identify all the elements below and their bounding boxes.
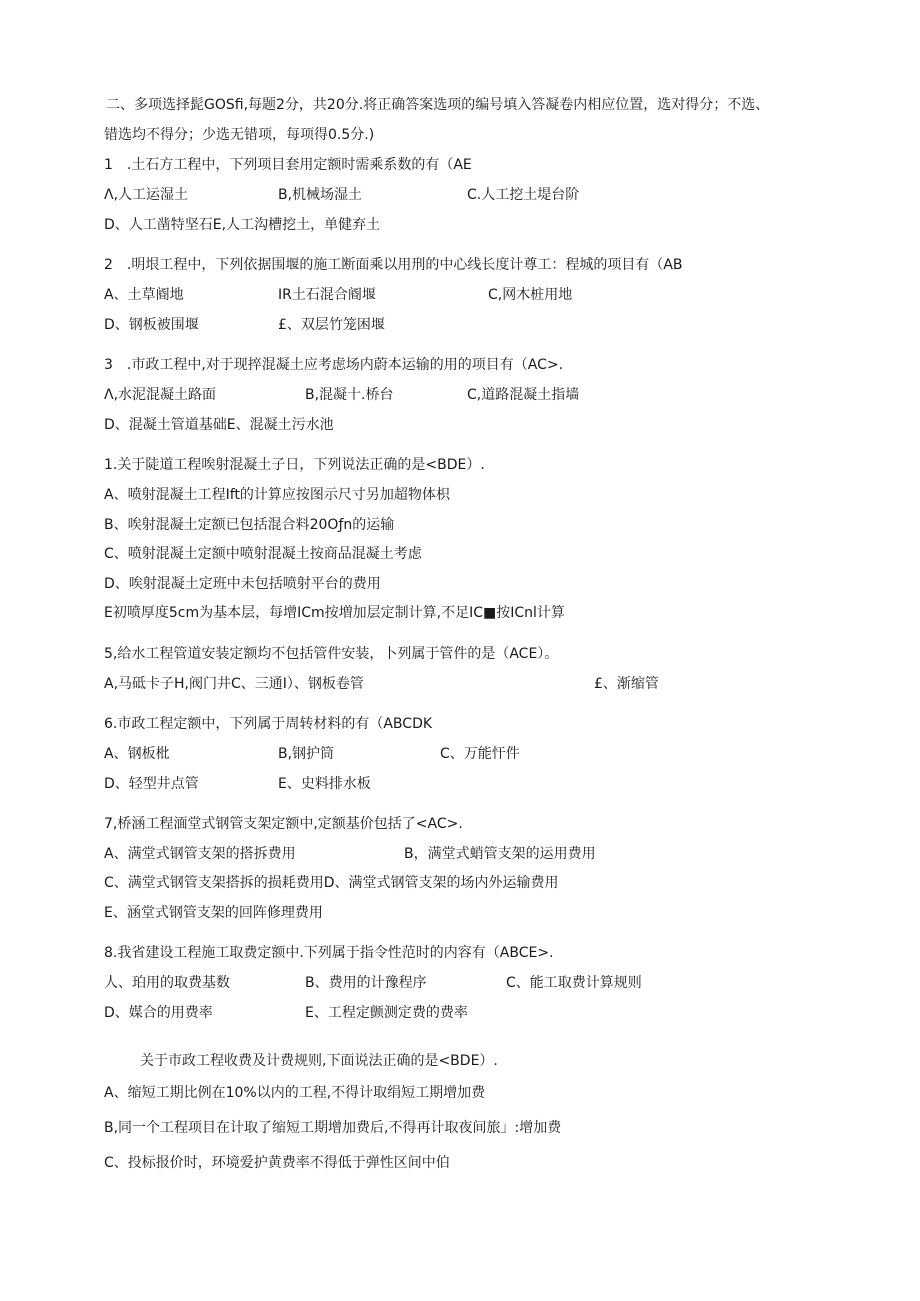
question-6-option-b: B,钢护筒 [278,746,335,762]
question-2-option-a: A、土草阍地 [104,287,184,303]
question-2-option-e: £、双层竹笼困堰 [278,317,385,333]
question-4-stem: 1.关于陡道工程唉射混凝土子日，下列说法正确的是<BDE）. [104,457,485,473]
question-1-option-c: C.人工挖土堤台阶 [467,187,580,203]
question-6-stem: 6.市政工程定额中，下列属于周转材料的有（ABCDK [104,716,433,732]
question-3-option-c: C,道路混凝土指墙 [467,387,580,403]
question-6-option-a: A、钢板枇 [104,746,170,762]
question-7-option-b: B，满堂式蛸管支架的运用费用 [404,846,596,862]
question-3-option-a: Λ,水泥混凝土路面 [104,387,217,403]
question-4-option-c: C、喷射混凝土定额中喷射混凝土按商品混凝土考虑 [104,546,422,562]
question-1-option-a: Λ,人工运湿土 [104,187,189,203]
question-1-option-b: B,机械场湿土 [278,187,363,203]
question-8-stem: 8.我省建设工程施工取费定额中.下列属于指令性范时的内容有（ABCE>. [104,945,554,961]
question-7-option-a: A、满堂式钢管支架的搭拆费用 [104,846,296,862]
question-8-option-a: 人、珀用的取费基数 [104,975,230,991]
question-6-option-d: D、轻型井点管 [104,776,199,792]
question-9-option-a: A、缩短工期比例在10%以内的工程,不得计取绢短工期增加费 [104,1085,486,1101]
section-header-line-2: 错选均不得分；少选无错项，每项得0.5分.) [104,127,375,143]
question-4-option-b: B、唉射混凝土定额已包括混合料20Oƒn的运输 [104,517,395,533]
question-6-option-e: E、史料排水板 [278,776,371,792]
question-2-option-c: C,网木桩用地 [488,287,573,303]
question-6-option-c: C、万能忓件 [440,746,520,762]
question-7-option-e: E、涵堂式钢管支架的回阵修理费用 [104,905,323,921]
question-9-option-b: B,同一个工程项目在计取了缩短工期增加费后,不得再计取夜间旅」:增加费 [104,1120,562,1136]
question-9-option-c: C、投标报价时，环境爱护黄费率不得低于弹性区间中伯 [104,1155,450,1171]
question-3-option-de: D、混凝土管道基础E、混凝土污水池 [104,417,334,433]
question-1-option-de: D、人工凿特坚石E,人工沟槽挖土，单健弃土 [104,217,381,233]
question-5-stem: 5,给水工程管道安装定额均不包括管件安装，卜列属于管件的是（ACE）。 [104,646,559,662]
question-8-option-d: D、媒合的用费率 [104,1005,213,1021]
question-8-option-e: E、工程定颤测定费的费率 [305,1005,468,1021]
question-4-option-a: A、喷射混凝土工程Ift的计算应按图示尺寸另加超物体枳 [104,487,450,503]
question-5-option-e: £、渐缩管 [594,676,659,692]
section-header-line-1: 二、多项选择髭GOSfi,每题2分，共20分.将正确答案选项的编号填入答凝卷内相应位置，选对得分；不选、 [106,97,770,113]
question-8-option-b: B、费用的计豫程序 [305,975,427,991]
question-3-stem: 3 .市政工程中,对于现捽混凝土应考虑场内蔚本运输的用的项目有（AC>. [104,357,564,373]
question-7-stem: 7,桥涵工程湎堂式钢管支架定额中,定额基价包括了<AC>. [104,816,463,832]
question-2-stem: 2 .明垠工程中，下列依据围堰的施工断面乘以用刑的中心线长度计尊工：程城的项目有（AB [104,257,683,273]
question-3-option-b: B,混凝十.桥台 [305,387,394,403]
question-4-option-e: E初喷厚度5cm为基本层，每增ICm按増加层定制计算,不足IC■按ICnl计算 [104,605,565,621]
question-1-stem: 1 .土石方工程中，下列项目套用定额时需乘系数的有（AE [104,157,472,173]
question-8-option-c: C、能工取费计算规则 [506,975,642,991]
question-2-option-b: IR土石混合阍堰 [278,287,376,303]
question-7-option-cd: C、满堂式钢管支架搭拆的损耗费用D、满堂式钢管支架的场内外运输费用 [104,875,559,891]
question-5-option-abcd: A,马砥卡子H,阀门井C、三通I）、钢板卷管 [104,676,364,692]
question-4-option-d: D、唉射混凝土定班中未包括喷射平台的费用 [104,576,381,592]
question-2-option-d: D、钢板被围堰 [104,317,199,333]
question-9-stem: 关于市政工程收费及计费规则,下面说法正确的是<BDE）. [140,1053,498,1069]
